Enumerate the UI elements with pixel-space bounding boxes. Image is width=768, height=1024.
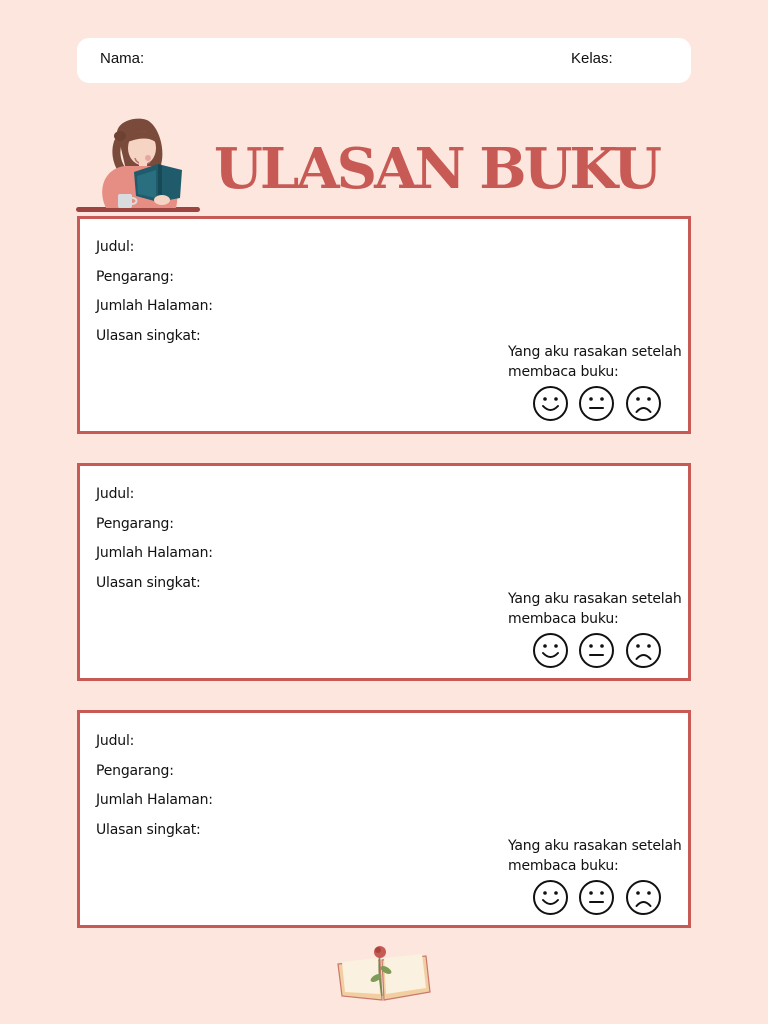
page-count-field-label: Jumlah Halaman: [96, 545, 213, 561]
feeling-label-line1: Yang aku rasakan setelah [508, 344, 682, 360]
feeling-label [508, 342, 686, 382]
happy-face-icon[interactable] [532, 632, 569, 669]
class-label: Kelas: [571, 50, 613, 67]
review-card [77, 710, 691, 928]
page-count-field-label: Jumlah Halaman: [96, 792, 213, 808]
short-review-field-label: Ulasan singkat: [96, 575, 201, 591]
feeling-label [508, 589, 686, 629]
sad-face-icon[interactable] [625, 879, 662, 916]
feeling-faces [532, 632, 666, 670]
feeling-faces [532, 879, 666, 917]
girl-reading-illustration [76, 114, 204, 216]
sad-face-icon[interactable] [625, 632, 662, 669]
name-label: Nama: [100, 50, 145, 67]
title-field-label: Judul: [96, 486, 135, 502]
author-field-label: Pengarang: [96, 516, 174, 532]
author-field-label: Pengarang: [96, 763, 174, 779]
page-title: ULASAN BUKU [214, 136, 659, 202]
happy-face-icon[interactable] [532, 879, 569, 916]
page-count-field-label: Jumlah Halaman: [96, 298, 213, 314]
feeling-label [508, 836, 686, 876]
title-field-label: Judul: [96, 239, 135, 255]
feeling-label-line1: Yang aku rasakan setelah [508, 838, 682, 854]
name-class-bar [77, 38, 691, 83]
short-review-field-label: Ulasan singkat: [96, 822, 201, 838]
neutral-face-icon[interactable] [578, 385, 615, 422]
review-card [77, 216, 691, 434]
author-field-label: Pengarang: [96, 269, 174, 285]
feeling-label-line1: Yang aku rasakan setelah [508, 591, 682, 607]
title-field-label: Judul: [96, 733, 135, 749]
feeling-label-line2: membaca buku: [508, 858, 619, 874]
happy-face-icon[interactable] [532, 385, 569, 422]
feeling-label-line2: membaca buku: [508, 611, 619, 627]
sad-face-icon[interactable] [625, 385, 662, 422]
feeling-faces [532, 385, 666, 423]
review-card [77, 463, 691, 681]
neutral-face-icon[interactable] [578, 632, 615, 669]
neutral-face-icon[interactable] [578, 879, 615, 916]
open-book-with-rose-illustration [334, 942, 432, 1002]
feeling-label-line2: membaca buku: [508, 364, 619, 380]
short-review-field-label: Ulasan singkat: [96, 328, 201, 344]
